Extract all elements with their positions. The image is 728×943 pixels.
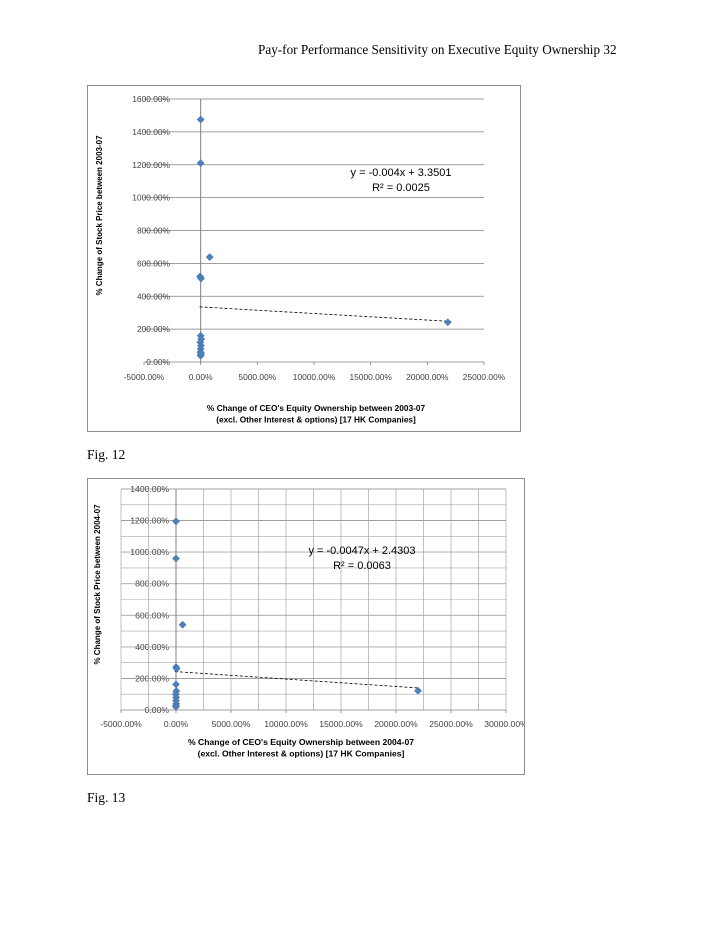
data-point <box>197 116 204 123</box>
y-tick-label: 1200.00% <box>132 159 170 170</box>
data-point <box>172 518 179 525</box>
x-tick-label: 0.00% <box>163 719 189 729</box>
y-tick-label: 400.00% <box>135 641 169 652</box>
y-tick-label: 600.00% <box>135 610 169 621</box>
y-tick-label: 800.00% <box>136 225 170 236</box>
x-axis-title-line2: (excl. Other Interest & options) [17 HK Companies] <box>216 414 416 425</box>
figure-12-svg <box>88 86 520 431</box>
y-tick-label: 1000.00% <box>130 547 169 558</box>
x-tick-label: 5000.00% <box>211 719 251 729</box>
r-squared-label: R² = 0.0025 <box>372 182 430 194</box>
trendline-equation: y = -0.004x + 3.3501 <box>350 167 452 179</box>
x-axis-title-line2: (excl. Other Interest & options) [17 HK Companies] <box>197 748 405 759</box>
x-axis-title-line1: % Change of CEO's Equity Ownership between 2003-07 <box>206 403 426 413</box>
y-tick-label: 0.00% <box>144 705 169 715</box>
x-tick-label: 20000.00% <box>374 719 418 729</box>
x-tick-label: 20000.00% <box>406 372 449 382</box>
y-tick-label: 0.00% <box>146 357 170 367</box>
figure-12-chart <box>87 85 521 432</box>
x-tick-label: 15000.00% <box>349 372 392 382</box>
figure-13-caption: Fig. 13 <box>87 790 126 805</box>
x-tick-label: -5000.00% <box>100 719 142 729</box>
x-tick-label: 0.00% <box>188 372 213 382</box>
y-tick-label: 1400.00% <box>132 126 170 137</box>
y-tick-label: 600.00% <box>136 258 170 269</box>
x-tick-label: 15000.00% <box>319 719 363 729</box>
x-tick-label: 30000.00% <box>484 719 524 729</box>
page-header: Pay-for Performance Sensitivity on Executive Equity Ownership 32 <box>258 42 617 57</box>
x-tick-label: 25000.00% <box>429 719 473 729</box>
y-tick-label: 1600.00% <box>132 94 170 104</box>
data-point <box>179 621 186 628</box>
figure-12-caption: Fig. 12 <box>87 447 126 462</box>
x-tick-label: 10000.00% <box>264 719 308 729</box>
x-tick-label: 5000.00% <box>238 372 277 382</box>
data-point <box>197 160 204 167</box>
y-tick-label: 200.00% <box>136 324 170 335</box>
y-axis-title: % Change of Stock Price between 2003-07 <box>95 135 104 296</box>
x-tick-label: 10000.00% <box>292 372 336 382</box>
figure-13-svg <box>88 479 524 774</box>
figure-13-chart <box>87 478 525 775</box>
y-tick-label: 1400.00% <box>130 484 169 494</box>
x-tick-label: -5000.00% <box>123 372 165 382</box>
data-point <box>206 254 213 261</box>
y-tick-label: 400.00% <box>136 291 170 302</box>
y-tick-label: 800.00% <box>135 578 169 589</box>
y-tick-label: 1000.00% <box>132 192 170 203</box>
data-point <box>172 555 179 562</box>
trendline <box>175 672 419 688</box>
trendline <box>200 307 452 322</box>
x-tick-label: 25000.00% <box>462 372 506 382</box>
r-squared-label: R² = 0.0063 <box>333 560 391 572</box>
y-tick-label: 1200.00% <box>130 515 169 526</box>
data-point <box>444 319 451 326</box>
trendline-equation: y = -0.0047x + 2.4303 <box>308 545 416 557</box>
data-point <box>414 687 421 694</box>
y-axis-title: % Change of Stock Price between 2004-07 <box>93 504 102 665</box>
x-axis-title-line1: % Change of CEO's Equity Ownership between 2004-07 <box>187 737 415 747</box>
data-point <box>172 681 179 688</box>
y-tick-label: 200.00% <box>135 673 169 684</box>
